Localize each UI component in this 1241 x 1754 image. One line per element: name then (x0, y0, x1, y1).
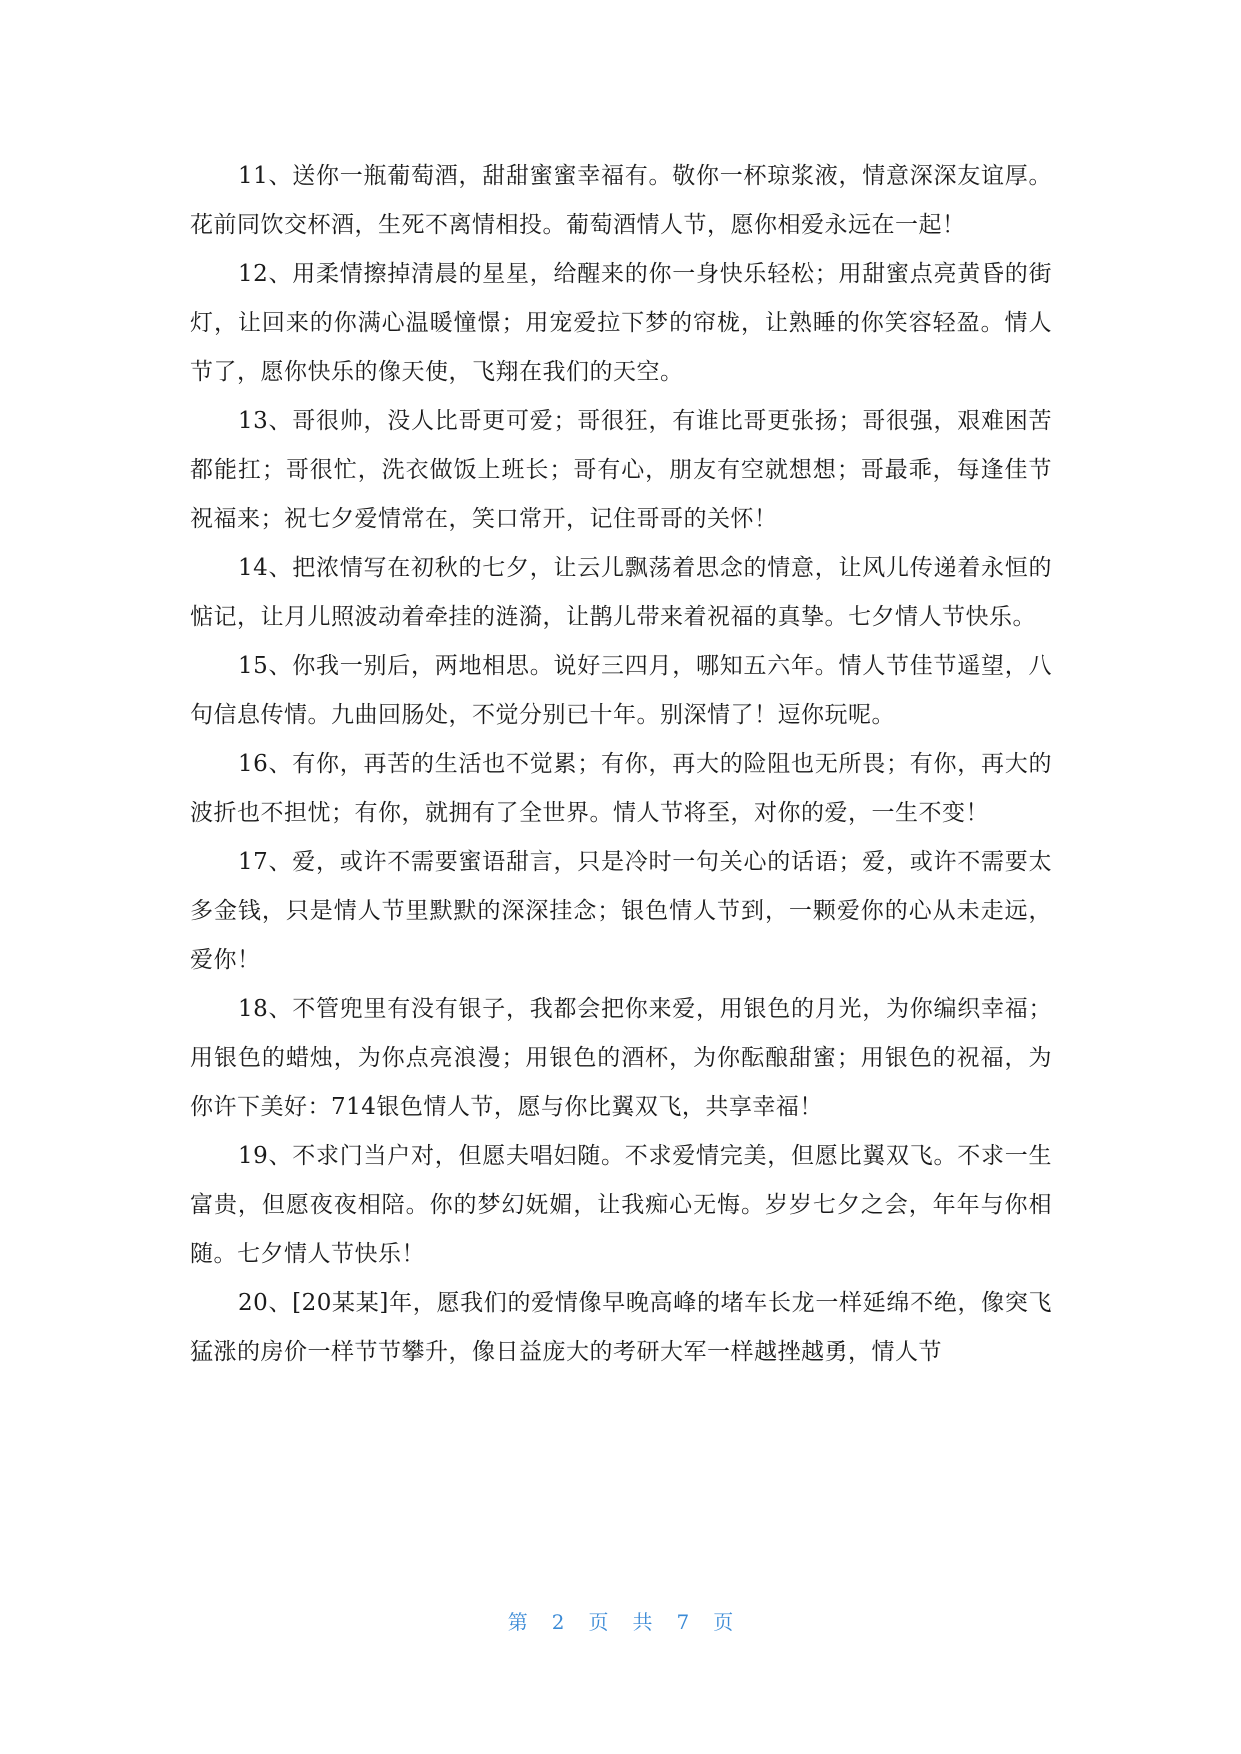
paragraph-11: 11、送你一瓶葡萄酒，甜甜蜜蜜幸福有。敬你一杯琼浆液，情意深深友谊厚。花前同饮交杯酒，生死不离情相投。葡萄酒情人节，愿你相爱永远在一起！ (190, 163, 1052, 238)
page-footer (0, 1606, 1241, 1635)
paragraph-19: 19、不求门当户对，但愿夫唱妇随。不求爱情完美，但愿比翼双飞。不求一生富贵，但愿夜夜相陪。你的梦幻妩媚，让我痴心无悔。岁岁七夕之会，年年与你相随。七夕情人节快乐！ (190, 1143, 1052, 1267)
document-body (190, 152, 1052, 1377)
paragraph-20: 20、[20某某]年，愿我们的爱情像早晚高峰的堵车长龙一样延绵不绝，像突飞猛涨的房价一样节节攀升，像日益庞大的考研大军一样越挫越勇，情人节 (190, 1290, 1052, 1365)
paragraph-17: 17、爱，或许不需要蜜语甜言，只是冷时一句关心的话语；爱，或许不需要太多金钱，只是情人节里默默的深深挂念；银色情人节到，一颗爱你的心从未走远，爱你！ (190, 849, 1052, 973)
footer-page-label: 第 (507, 1610, 528, 1634)
paragraph-13: 13、哥很帅，没人比哥更可爱；哥很狂，有谁比哥更张扬；哥很强，艰难困苦都能扛；哥很忙，洗衣做饭上班长；哥有心，朋友有空就想想；哥最乖，每逢佳节祝福来；祝七夕爱情常在，笑口常开，记住哥哥的关怀！ (190, 408, 1052, 532)
paragraph-14: 14、把浓情写在初秋的七夕，让云儿飘荡着思念的情意，让风儿传递着永恒的惦记，让月儿照波动着牵挂的涟漪，让鹊儿带来着祝福的真挚。七夕情人节快乐。 (190, 555, 1052, 630)
footer-total-pages: 7 (676, 1610, 690, 1634)
paragraph-18: 18、不管兜里有没有银子，我都会把你来爱，用银色的月光，为你编织幸福；用银色的蜡烛，为你点亮浪漫；用银色的酒杯，为你酝酿甜蜜；用银色的祝福，为你许下美好：714银色情人节，愿与你比翼双飞，共享幸福！ (190, 996, 1052, 1120)
footer-current-page: 2 (551, 1610, 565, 1634)
footer-page-unit-end: 页 (713, 1610, 734, 1634)
paragraph-16: 16、有你，再苦的生活也不觉累；有你，再大的险阻也无所畏；有你，再大的波折也不担忧；有你，就拥有了全世界。情人节将至，对你的爱，一生不变！ (190, 751, 1052, 826)
footer-page-unit: 页 (588, 1610, 609, 1634)
paragraph-12: 12、用柔情擦掉清晨的星星，给醒来的你一身快乐轻松；用甜蜜点亮黄昏的街灯，让回来的你满心温暖憧憬；用宠爱拉下梦的帘栊，让熟睡的你笑容轻盈。情人节了，愿你快乐的像天使，飞翔在我们的天空。 (190, 261, 1052, 385)
paragraph-15: 15、你我一别后，两地相思。说好三四月，哪知五六年。情人节佳节遥望，八句信息传情。九曲回肠处，不觉分别已十年。别深情了！逗你玩呢。 (190, 653, 1052, 728)
footer-total-label: 共 (632, 1610, 653, 1634)
